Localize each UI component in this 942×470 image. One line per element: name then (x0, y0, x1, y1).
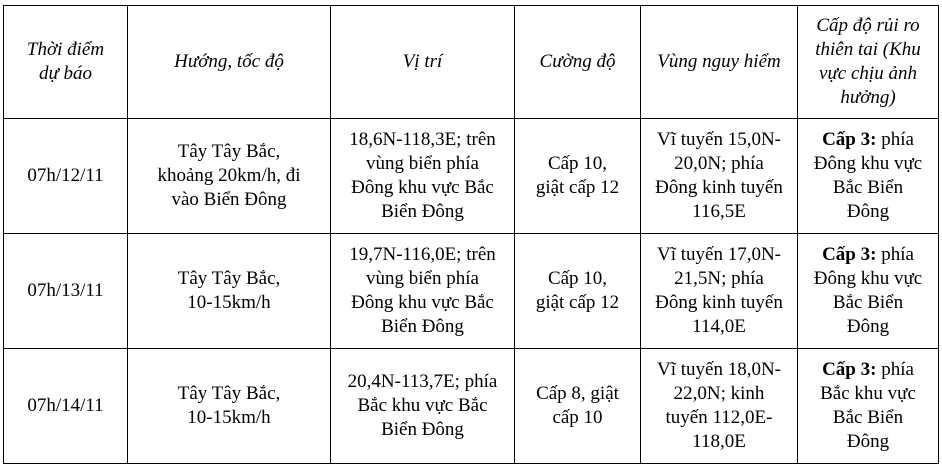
cell-direction (128, 234, 331, 349)
cell-line: cấp 10 (552, 407, 603, 428)
cell-position (331, 234, 515, 349)
cell-line: Biển Đông (381, 201, 464, 222)
cell-line: Vĩ tuyến 18,0N- (656, 359, 781, 380)
cell-line: Biển Đông (381, 316, 464, 337)
risk-level-label: Cấp 3: (822, 244, 877, 265)
cell-line: 118,0E (692, 431, 746, 452)
header-risk-level (798, 6, 939, 119)
cell-direction (128, 349, 331, 464)
cell-line: Tây Tây Bắc, (177, 383, 281, 404)
cell-line: 21,5N; phía (674, 268, 764, 289)
cell-line: Tây Tây Bắc, (177, 141, 281, 162)
cell-line: Vĩ tuyến 15,0N- (656, 129, 781, 150)
cell-line: Vĩ tuyến 17,0N- (656, 244, 781, 265)
cell-intensity (515, 234, 641, 349)
cell-line: Đông kinh tuyến (655, 177, 783, 198)
cell-line: Bắc Biển (832, 407, 904, 428)
cell-line: Bắc Biển (832, 177, 904, 198)
cell-line: Đông khu vực (813, 153, 923, 174)
cell-line: Tây Tây Bắc, (177, 268, 281, 289)
cell-line: 22,0N; kinh (673, 383, 765, 404)
table-row (4, 234, 939, 349)
table-row (4, 119, 939, 234)
cell-line: vào Biển Đông (171, 189, 287, 210)
header-line: vực chịu ảnh (819, 63, 917, 84)
cell-line: Biển Đông (381, 419, 464, 440)
cell-line: giật cấp 12 (535, 292, 620, 313)
header-line: Cường độ (539, 51, 616, 72)
cell-time (4, 234, 128, 349)
risk-area-text: phía (876, 129, 914, 150)
header-line: dự báo (38, 63, 93, 84)
cell-line: Đông kinh tuyến (655, 292, 783, 313)
cell-intensity (515, 119, 641, 234)
cell-line: 114,0E (692, 316, 746, 337)
cell-line: 07h/12/11 (27, 165, 104, 186)
header-line: Hướng, tốc độ (174, 51, 284, 72)
cell-position (331, 349, 515, 464)
cell-line: vùng biển phía (366, 153, 479, 174)
cell-line: Bắc khu vực Bắc (357, 395, 488, 416)
risk-level-label: Cấp 3: (822, 359, 877, 380)
cell-direction (128, 119, 331, 234)
cell-line: 18,6N-118,3E; trên (349, 129, 496, 150)
table-row (4, 349, 939, 464)
cell-line: 10-15km/h (187, 407, 271, 428)
header-line: hưởng) (840, 87, 896, 108)
cell-line: Bắc khu vực (820, 383, 916, 404)
cell-time (4, 119, 128, 234)
risk-area-text: phía (876, 244, 914, 265)
cell-line: vùng biển phía (366, 268, 479, 289)
cell-position (331, 119, 515, 234)
cell-line: Đông khu vực (813, 268, 923, 289)
cell-line: Đông khu vực Bắc (351, 292, 494, 313)
cell-line: 07h/13/11 (27, 280, 104, 301)
header-line: Vị trí (402, 51, 443, 72)
cell-line: Đông (846, 316, 890, 337)
risk-area-text: phía (876, 359, 914, 380)
cell-line: 10-15km/h (187, 292, 271, 313)
cell-line: Đông (846, 431, 890, 452)
cell-line (804, 358, 932, 382)
header-direction-speed (128, 6, 331, 119)
cell-danger-zone (641, 234, 798, 349)
cell-risk (798, 349, 939, 464)
cell-line: khoảng 20km/h, đi (157, 165, 301, 186)
cell-line: 19,7N-116,0E; trên (349, 244, 496, 265)
forecast-table (3, 5, 939, 464)
cell-line: giật cấp 12 (535, 177, 620, 198)
cell-time (4, 349, 128, 464)
header-line: Vùng nguy hiểm (657, 51, 781, 72)
cell-line: tuyến 112,0E- (665, 407, 773, 428)
header-line: Cấp độ rủi ro (816, 15, 920, 36)
header-line: Thời điểm (26, 39, 105, 60)
header-danger-zone (641, 6, 798, 119)
cell-line: Cấp 10, (547, 153, 608, 174)
cell-line: 20,4N-113,7E; phía (347, 371, 498, 392)
cell-line: Đông (846, 201, 890, 222)
cell-line: Cấp 8, giật (536, 383, 619, 404)
risk-level-label: Cấp 3: (822, 129, 877, 150)
header-position (331, 6, 515, 119)
header-intensity (515, 6, 641, 119)
cell-risk (798, 119, 939, 234)
cell-danger-zone (641, 349, 798, 464)
cell-danger-zone (641, 119, 798, 234)
header-forecast-time (4, 6, 128, 119)
table-header-row (4, 6, 939, 119)
cell-intensity (515, 349, 641, 464)
cell-line: 116,5E (692, 201, 746, 222)
cell-line: 20,0N; phía (674, 153, 764, 174)
cell-line (804, 128, 932, 152)
cell-line: 07h/14/11 (27, 395, 104, 416)
header-line: thiên tai (Khu (815, 39, 921, 60)
cell-line: Đông khu vực Bắc (351, 177, 494, 198)
cell-line: Cấp 10, (547, 268, 608, 289)
cell-line: Bắc Biển (832, 292, 904, 313)
cell-risk (798, 234, 939, 349)
cell-line (804, 243, 932, 267)
